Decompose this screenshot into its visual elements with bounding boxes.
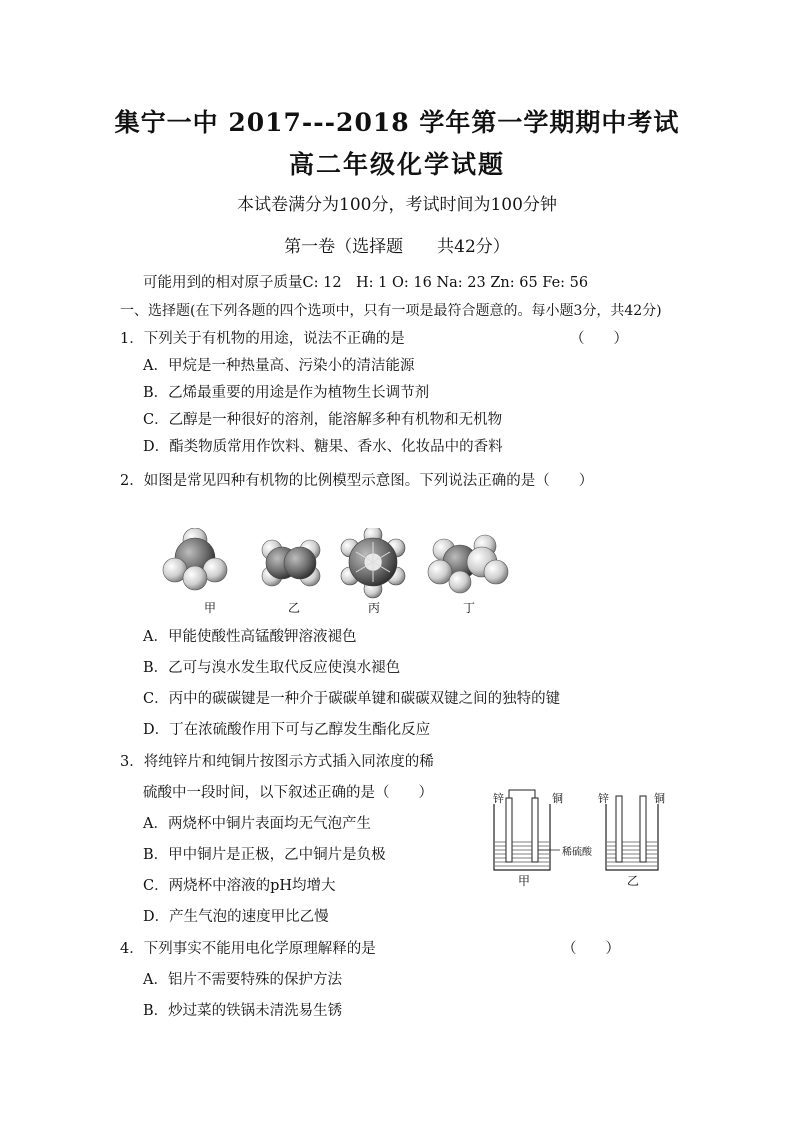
atomic-masses: 可能用到的相对原子质量C: 12 H: 1 O: 16 Na: 23 Zn: 65 Fe: 56: [143, 275, 589, 291]
model-label-jia: 甲: [204, 601, 217, 615]
question-3-option-a: A．两烧杯中铜片表面均无气泡产生: [143, 816, 371, 832]
model-label-ding: 丁: [463, 601, 476, 615]
label-zinc-right: 锌: [598, 792, 609, 805]
model-label-yi: 乙: [288, 601, 301, 615]
ethylene-model: [262, 540, 320, 586]
question-2-option-b: B．乙可与溴水发生取代反应使溴水褪色: [143, 660, 401, 676]
question-1-option-d: D．酯类物质常用作饮料、糖果、香水、化妆品中的香料: [143, 439, 503, 455]
methane-model: [163, 528, 227, 590]
question-1-option-b: B．乙烯最重要的用途是作为植物生长调节剂: [143, 385, 430, 401]
question-1-option-a: A．甲烷是一种热量高、污染小的清洁能源: [143, 358, 415, 374]
acetic-acid-model: [428, 535, 508, 593]
benzene-model: [341, 528, 405, 598]
question-1-answer-paren: （ ）: [570, 331, 628, 347]
exam-title: 集宁一中 2017---2018 学年第一学期期中考试: [114, 108, 680, 137]
label-beaker-yi: 乙: [627, 874, 640, 888]
question-1-stem: 1．下列关于有机物的用途，说法不正确的是: [120, 331, 405, 347]
beaker-yi: [606, 796, 658, 870]
question-3-stem-line2: 硫酸中一段时间，以下叙述正确的是（ ）: [143, 785, 433, 801]
question-2-stem: 2．如图是常见四种有机物的比例模型示意图。下列说法正确的是（ ）: [120, 473, 594, 489]
question-2-option-a: A．甲能使酸性高锰酸钾溶液褪色: [143, 629, 357, 645]
question-4-answer-paren: （ ）: [562, 941, 620, 957]
model-label-bing: 丙: [368, 601, 381, 615]
question-3-option-d: D．产生气泡的速度甲比乙慢: [143, 909, 329, 925]
question-1-option-c: C．乙醇是一种很好的溶剂，能溶解多种有机物和无机物: [143, 412, 503, 428]
question-4-option-b: B．炒过菜的铁锅未清洗易生锈: [143, 1003, 343, 1019]
label-beaker-jia: 甲: [518, 874, 531, 888]
part-one-heading: 一、选择题(在下列各题的四个选项中，只有一项是最符合题意的。每小题3分，共42分): [120, 303, 662, 319]
question-4-option-a: A．铝片不需要特殊的保护方法: [143, 972, 342, 988]
section-heading: 第一卷（选择题 共42分）: [284, 237, 510, 257]
label-copper-right: 铜: [654, 792, 665, 805]
question-3-option-b: B．甲中铜片是正极，乙中铜片是负极: [143, 847, 386, 863]
question-3-stem-line1: 3．将纯锌片和纯铜片按图示方式插入同浓度的稀: [120, 754, 434, 770]
exam-subtitle: 高二年级化学试题: [288, 150, 505, 179]
label-dilute-sulfuric-acid: 稀硫酸: [562, 847, 592, 858]
question-4-stem: 4．下列事实不能用电化学原理解释的是: [120, 941, 376, 957]
label-copper-left: 铜: [552, 792, 563, 805]
question-2-option-c: C．丙中的碳碳键是一种介于碳碳单键和碳碳双键之间的独特的键: [143, 691, 561, 707]
question-2-option-d: D．丁在浓硫酸作用下可与乙醇发生酯化反应: [143, 722, 431, 738]
question-3-option-c: C．两烧杯中溶液的pH均增大: [143, 878, 336, 894]
exam-info: 本试卷满分为100分，考试时间为100分钟: [237, 195, 557, 215]
label-zinc-left: 锌: [493, 792, 504, 805]
